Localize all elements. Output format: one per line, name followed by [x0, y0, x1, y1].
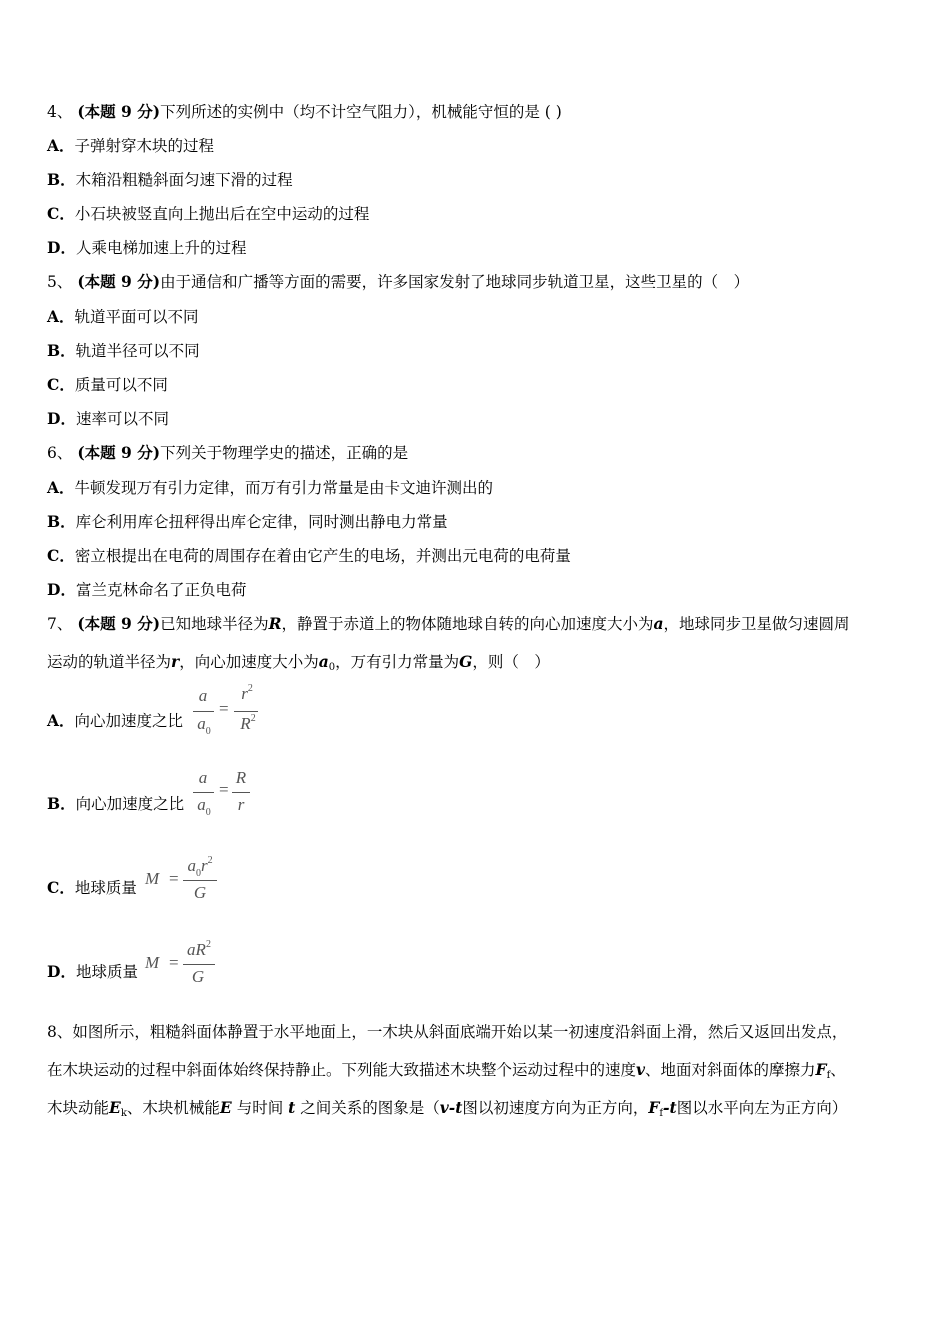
q6-stem-text: 下列关于物理学史的描述，正确的是	[160, 444, 409, 462]
q6-option-a[interactable]: A．牛顿发现万有引力定律，而万有引力常量是由卡文迪许测出的	[47, 478, 494, 497]
q4-option-c[interactable]: C．小石块被竖直向上抛出后在空中运动的过程	[47, 204, 370, 223]
q7-formula-b: a $a_0$ = R r	[192, 768, 252, 822]
q8-stem-line1: 8、如图所示，粗糙斜面体静置于水平地面上，一木块从斜面底端开始以某一初速度沿斜面上滑，然后又返回出发点，	[47, 1023, 848, 1041]
q5-stem-text: 由于通信和广播等方面的需要，许多国家发射了地球同步轨道卫星，这些卫星的（ ）	[160, 273, 750, 291]
q7-formula-c: M = $a_0r^2$ G	[145, 853, 225, 907]
q7-score-tag: (本题 9 分)	[77, 614, 161, 633]
q4-number: 4、	[47, 103, 73, 121]
q7-formula-d: M = $aR^2$ G	[145, 937, 225, 991]
q4-option-d[interactable]: D．人乘电梯加速上升的过程	[47, 238, 247, 257]
q4-option-b[interactable]: B．木箱沿粗糙斜面匀速下滑的过程	[47, 170, 293, 189]
q8-stem-line2: 在木块运动的过程中斜面体始终保持静止。下列能大致描述木块整个运动过程中的速度v、地面对斜面体的摩擦力$F_f$、	[47, 1060, 846, 1081]
q7-number: 7、	[47, 615, 73, 633]
q6-option-d[interactable]: D．富兰克林命名了正负电荷	[47, 580, 247, 599]
q7-stem-line1: 7、 (本题 9 分)已知地球半径为R，静置于赤道上的物体随地球自转的向心加速度大小为a，地球同步卫星做匀速圆周	[47, 614, 850, 633]
q5-option-c[interactable]: C．质量可以不同	[47, 375, 168, 394]
q5-number: 5、	[47, 273, 73, 291]
q5-option-b[interactable]: B．轨道半径可以不同	[47, 341, 200, 360]
q4-stem	[47, 102, 562, 122]
q5-stem	[47, 272, 749, 292]
q7-option-b[interactable]: B．向心加速度之比	[47, 794, 185, 813]
q8-stem-line3: 木块动能$E_k$、木块机械能E 与时间 t 之间关系的图象是（v-t图以初速度方向为正方向，$F_f-t$图以水平向左为正方向）	[47, 1098, 848, 1119]
q7-option-a[interactable]: A．向心加速度之比	[47, 711, 184, 730]
q5-option-d[interactable]: D．速率可以不同	[47, 409, 169, 428]
q6-option-c[interactable]: C．密立根提出在电荷的周围存在着由它产生的电场，并测出元电荷的电荷量	[47, 546, 571, 565]
q6-option-b[interactable]: B．库仑利用库仑扭秤得出库仑定律，同时测出静电力常量	[47, 512, 448, 531]
q6-score-tag: (本题 9 分)	[77, 443, 161, 462]
q5-option-a[interactable]: A．轨道平面可以不同	[47, 307, 199, 326]
q4-option-a[interactable]: A．子弹射穿木块的过程	[47, 136, 215, 155]
q5-score-tag: (本题 9 分)	[77, 272, 161, 291]
q6-number: 6、	[47, 444, 73, 462]
q7-option-c[interactable]: C．地球质量	[47, 878, 137, 897]
q7-option-d[interactable]: D．地球质量	[47, 962, 138, 981]
q7-stem-line2: 运动的轨道半径为r，向心加速度大小为$a_0$，万有引力常量为G，则（ ）	[47, 652, 550, 673]
q4-score-tag: (本题 9 分)	[77, 102, 161, 121]
q4-stem-text: 下列所述的实例中（均不计空气阻力），机械能守恒的是 ( )	[160, 103, 562, 121]
q7-formula-a: a $a_0$ = $r^2$ $R^2$	[192, 686, 262, 740]
q6-stem	[47, 443, 408, 463]
